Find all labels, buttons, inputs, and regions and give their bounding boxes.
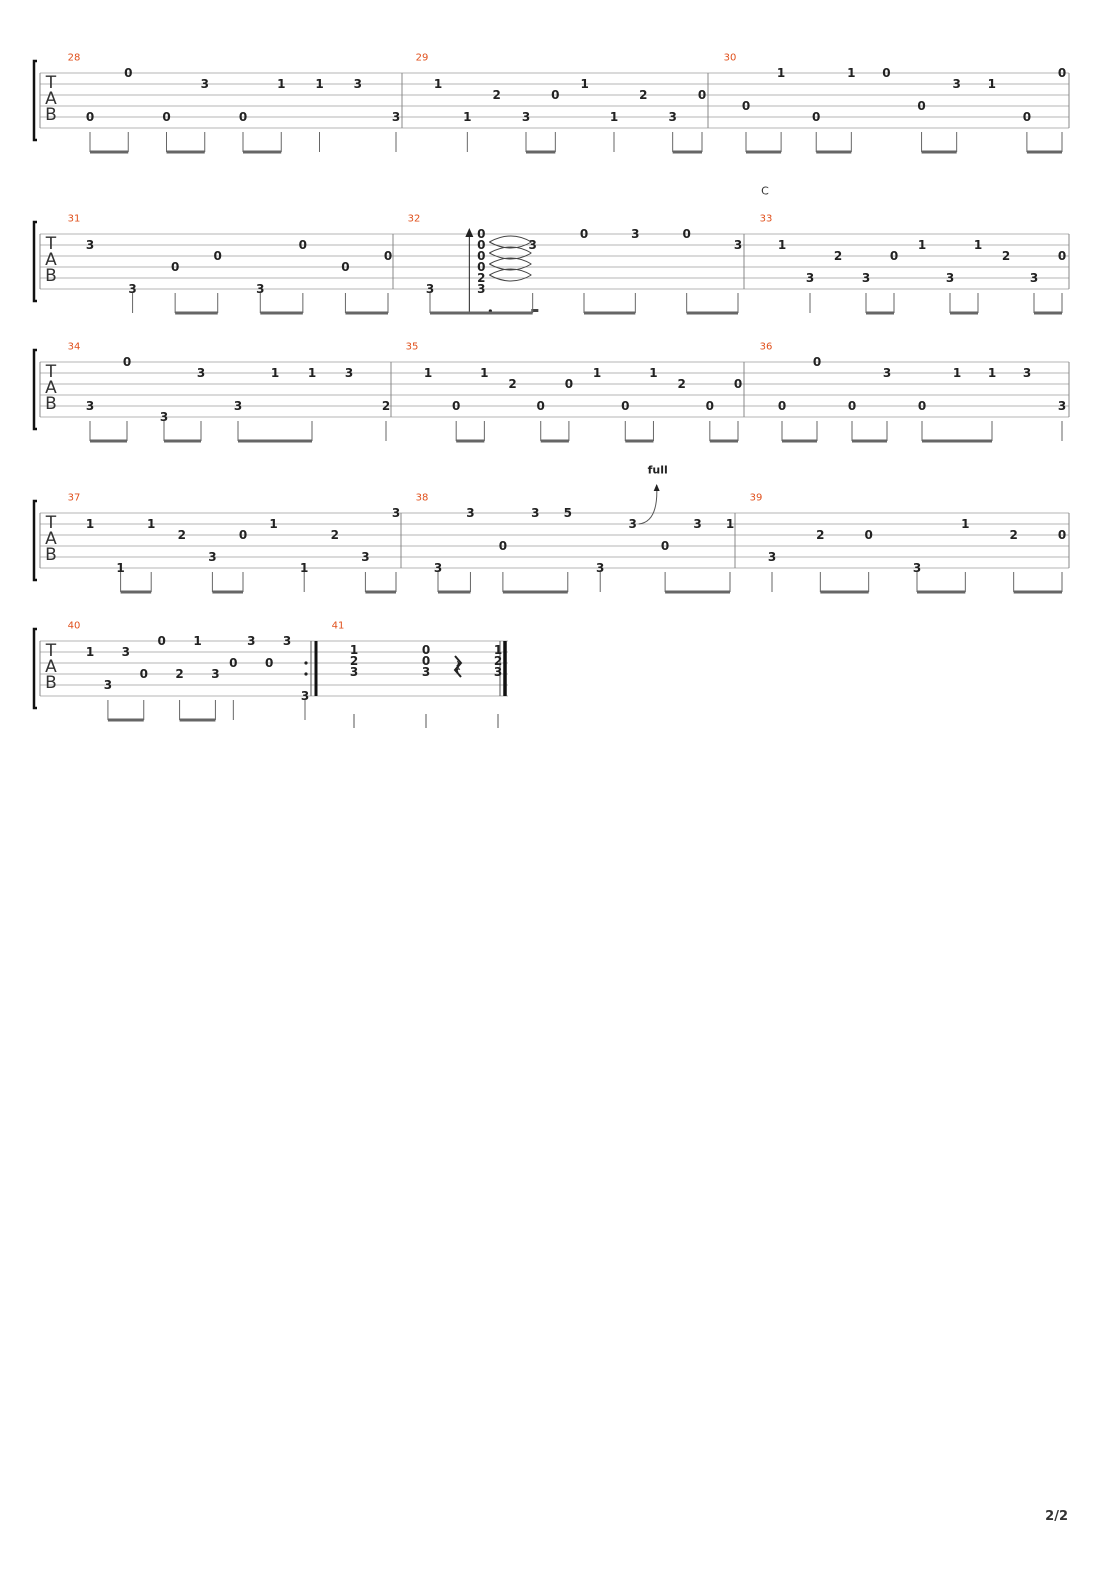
fret-number: 3 [531, 506, 540, 520]
bend-arrow-head [654, 484, 660, 491]
measure-number: 38 [415, 492, 429, 504]
fret-number: 2 [492, 88, 501, 102]
slur-arc [489, 236, 531, 242]
fret-number: 3 [421, 665, 431, 679]
fret-number: 1 [649, 366, 658, 380]
fret-number: 0 [536, 399, 545, 413]
fret-number: 3 [159, 410, 169, 424]
fret-number: 0 [298, 238, 308, 252]
tab-clef-letter: A [45, 250, 57, 270]
fret-number: 3 [952, 77, 961, 91]
fret-number: 1 [433, 77, 443, 91]
fret-number: 0 [122, 355, 132, 369]
fret-number: 3 [128, 282, 137, 296]
fret-number: 3 [300, 689, 310, 703]
fret-number: 1 [609, 110, 619, 124]
fret-number: 0 [157, 634, 166, 648]
fret-number: 2 [330, 528, 339, 542]
fret-number: 3 [466, 506, 475, 520]
tab-clef-letter: B [45, 266, 57, 286]
fret-number: 0 [498, 539, 508, 553]
fret-number: 0 [421, 654, 431, 668]
fret-number: 3 [628, 517, 637, 531]
fret-number: 3 [344, 366, 354, 380]
tab-clef-letter: T [45, 73, 57, 93]
fret-number: 3 [493, 665, 503, 679]
fret-number: 3 [256, 282, 265, 296]
fret-number: 0 [864, 528, 873, 542]
fret-number: 3 [767, 550, 777, 564]
fret-number: 1 [987, 366, 997, 380]
fret-number: 1 [85, 517, 95, 531]
tab-clef-letter: T [45, 641, 57, 661]
fret-number: 3 [208, 550, 217, 564]
fret-number: 3 [200, 77, 209, 91]
fret-number: 2 [177, 528, 186, 542]
fret-number: 0 [213, 249, 222, 263]
system-bracket [34, 61, 37, 140]
fret-number: 3 [85, 399, 95, 413]
measure-number: 34 [67, 341, 81, 353]
fret-number: 1 [277, 77, 286, 91]
fret-number: 1 [307, 366, 317, 380]
fret-number: 2 [175, 667, 184, 681]
fret-number: 0 [421, 643, 431, 657]
fret-number: 3 [211, 667, 220, 681]
fret-number: 0 [579, 227, 589, 241]
fret-number: 3 [1022, 366, 1032, 380]
tab-clef-letter: T [45, 513, 57, 533]
fret-number: 0 [1057, 249, 1067, 263]
fret-number: 0 [1022, 110, 1032, 124]
fret-number: 0 [682, 227, 691, 241]
tab-system [34, 222, 1069, 313]
fret-number: 2 [1009, 528, 1018, 542]
fret-number: 3 [733, 238, 743, 252]
fret-number: 0 [264, 656, 274, 670]
quarter-rest: 𝄽 [454, 655, 462, 679]
fret-number: 3 [391, 110, 401, 124]
tab-system [34, 350, 1069, 441]
fret-number: 3 [1029, 271, 1039, 285]
fret-number: 0 [889, 249, 899, 263]
fret-number: 1 [776, 66, 786, 80]
fret-number: 2 [381, 399, 391, 413]
fret-number: 0 [812, 110, 821, 124]
measure-number: 33 [759, 213, 773, 225]
tab-clef-letter: B [45, 105, 57, 125]
measure-number: 35 [405, 341, 419, 353]
fret-number: 0 [777, 399, 787, 413]
measure-number: 39 [749, 492, 763, 504]
system-bracket [34, 629, 37, 708]
fret-number: 0 [733, 377, 743, 391]
fret-number: 2 [493, 654, 503, 668]
fret-number: 3 [912, 561, 922, 575]
fret-number: 1 [952, 366, 962, 380]
fret-number: 3 [121, 645, 131, 659]
tab-system [34, 484, 1069, 592]
fret-number: 1 [592, 366, 602, 380]
fret-number: 0 [477, 260, 486, 274]
fret-number: 0 [660, 539, 670, 553]
fret-number: 2 [1001, 249, 1011, 263]
fret-number: 3 [521, 110, 531, 124]
fret-number: 1 [270, 366, 280, 380]
fret-number: 3 [477, 282, 486, 296]
fret-number: 5 [563, 506, 572, 520]
fret-number: 3 [103, 678, 113, 692]
fret-number: 0 [139, 667, 148, 681]
repeat-dot [304, 661, 307, 664]
fret-number: 2 [508, 377, 517, 391]
fret-number: 3 [1057, 399, 1067, 413]
fret-number: 1 [961, 517, 970, 531]
fret-number: 1 [917, 238, 927, 252]
fret-number: 0 [882, 66, 891, 80]
fret-number: 1 [480, 366, 489, 380]
fret-number: 1 [463, 110, 472, 124]
tab-clef-letter: A [45, 378, 57, 398]
fret-number: 3 [805, 271, 815, 285]
fret-number: 3 [528, 238, 537, 252]
fret-number: 3 [693, 517, 702, 531]
fret-number: 0 [452, 399, 461, 413]
fret-number: 2 [477, 271, 486, 285]
fret-number: 1 [269, 517, 278, 531]
measure-number: 28 [67, 52, 81, 64]
fret-number: 1 [580, 77, 589, 91]
measure-number: 31 [67, 213, 81, 225]
fret-number: 3 [282, 634, 292, 648]
fret-number: 1 [493, 643, 503, 657]
fret-number: 0 [229, 656, 238, 670]
fret-number: 0 [1057, 528, 1067, 542]
tab-clef-letter: T [45, 234, 57, 254]
system-bracket [34, 350, 37, 429]
measure-number: 41 [331, 620, 345, 632]
fret-number: 0 [1057, 66, 1067, 80]
fret-number: 0 [621, 399, 630, 413]
fret-number: 0 [697, 88, 707, 102]
fret-number: 3 [247, 634, 256, 648]
repeat-dot [304, 672, 307, 675]
fret-number: 1 [847, 66, 856, 80]
fret-number: 0 [477, 238, 486, 252]
fret-number: 3 [882, 366, 892, 380]
fret-number: 3 [425, 282, 435, 296]
fret-number: 1 [423, 366, 433, 380]
tab-clef-letter: T [45, 362, 57, 382]
measure-number: 32 [407, 213, 421, 225]
tab-clef-letter: B [45, 545, 57, 565]
fret-number: 1 [85, 645, 95, 659]
fret-number: 3 [631, 227, 640, 241]
tab-clef-letter: B [45, 394, 57, 414]
fret-number: 3 [861, 271, 871, 285]
fret-number: 2 [349, 654, 359, 668]
fret-number: 1 [349, 643, 359, 657]
fret-number: 0 [162, 110, 171, 124]
fret-number: 1 [193, 634, 202, 648]
fret-number: 3 [433, 561, 443, 575]
fret-number: 3 [353, 77, 362, 91]
fret-number: 0 [917, 99, 926, 113]
fret-number: 0 [477, 227, 486, 241]
fret-number: 3 [196, 366, 206, 380]
tab-system [34, 61, 1069, 152]
fret-number: 0 [564, 377, 574, 391]
fret-number: 0 [238, 110, 248, 124]
fret-number: 3 [945, 271, 955, 285]
section-marker: C [761, 184, 769, 198]
fret-number: 0 [705, 399, 714, 413]
fret-number: 1 [725, 517, 735, 531]
fret-number: 0 [85, 110, 95, 124]
fret-number: 1 [147, 517, 156, 531]
tab-clef-letter: B [45, 673, 57, 693]
fret-number: 1 [300, 561, 309, 575]
fret-number: 0 [341, 260, 350, 274]
tab-clef-letter: A [45, 89, 57, 109]
fret-number: 3 [349, 665, 359, 679]
fret-number: 2 [816, 528, 825, 542]
fret-number: 1 [987, 77, 996, 91]
fret-number: 0 [124, 66, 133, 80]
fret-number: 0 [917, 399, 927, 413]
fret-number: 2 [833, 249, 843, 263]
fret-number: 0 [238, 528, 248, 542]
system-bracket [34, 501, 37, 580]
fret-number: 1 [777, 238, 787, 252]
fret-number: 3 [668, 110, 677, 124]
measure-number: 36 [759, 341, 773, 353]
tab-clef-letter: A [45, 529, 57, 549]
fret-number: 3 [596, 561, 605, 575]
fret-number: 0 [847, 399, 857, 413]
measure-number: 40 [67, 620, 81, 632]
fret-number: 1 [973, 238, 983, 252]
strum-arrow-head [465, 228, 473, 237]
fret-number: 0 [551, 88, 560, 102]
fret-number: 2 [677, 377, 686, 391]
measure-number: 30 [723, 52, 737, 64]
fret-number: 3 [361, 550, 370, 564]
fret-number: 0 [477, 249, 486, 263]
measure-number: 29 [415, 52, 429, 64]
fret-number: 0 [383, 249, 393, 263]
system-bracket [34, 222, 37, 301]
fret-number: 0 [170, 260, 180, 274]
fret-number: 2 [639, 88, 648, 102]
fret-number: 3 [85, 238, 95, 252]
fret-number: 3 [233, 399, 243, 413]
measure-number: 37 [67, 492, 81, 504]
tab-clef-letter: A [45, 657, 57, 677]
fret-number: 0 [812, 355, 822, 369]
fret-number: 1 [315, 77, 324, 91]
page-number: 2/2 [1045, 1509, 1068, 1524]
fret-number: 1 [116, 561, 125, 575]
fret-number: 3 [391, 506, 401, 520]
bend-label: full [647, 463, 668, 477]
fret-number: 0 [741, 99, 751, 113]
